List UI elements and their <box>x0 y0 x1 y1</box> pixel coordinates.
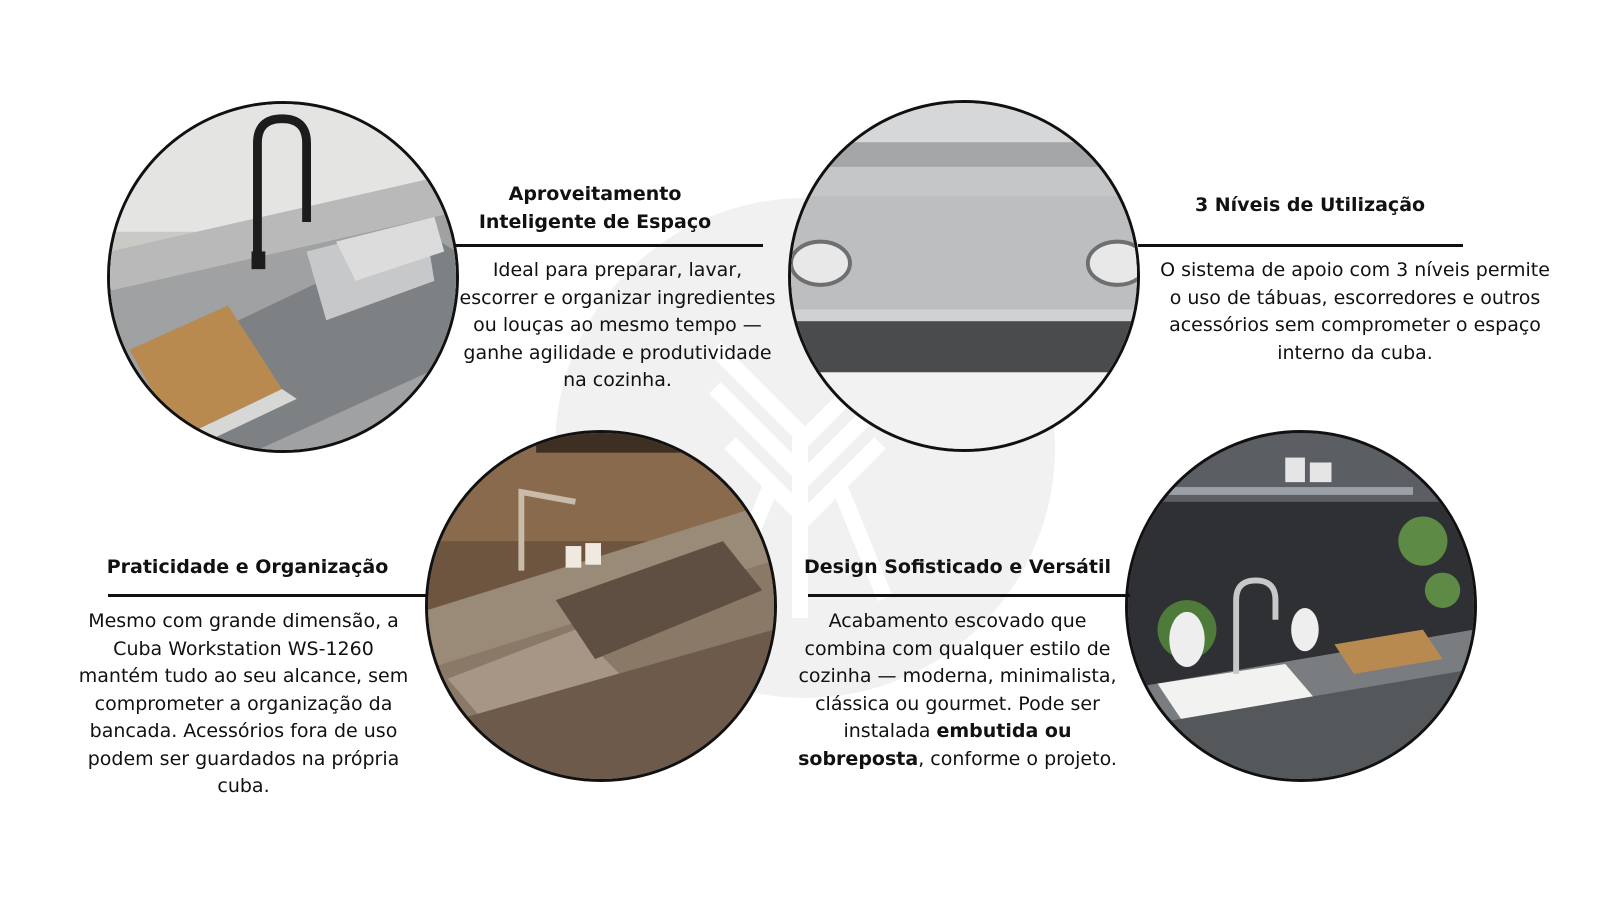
section-text-design-part2: , conforme o projeto. <box>918 747 1117 770</box>
photo-faucet-workstation <box>107 101 459 453</box>
section-text-design <box>795 608 1120 773</box>
section-text-levels: O sistema de apoio com 3 níveis permite o uso de tábuas, escorredores e outros acessórios sem comprometer o espaço interno da cuba. <box>1160 259 1550 364</box>
section-text-design-part1: Acabamento escovado que combina com qualquer estilo de cozinha — moderna, minimalista, clássica ou gourmet. Pode ser instalada <box>798 610 1117 742</box>
photo-kitchen-ambient <box>1125 430 1477 782</box>
section-text-space: Ideal para preparar, lavar, escorrer e organizar ingredientes ou louças ao mesmo tempo — ganhe agilidade e produtividade na cozinha. <box>459 259 776 391</box>
section-text-design-bold: embutida ou sobreposta <box>798 720 1072 770</box>
divider-levels <box>1138 244 1463 247</box>
section-title-organization-text: Praticidade e Organização <box>106 556 389 578</box>
divider-design <box>808 594 1130 597</box>
photo-organized-sink <box>425 430 777 782</box>
section-title-levels <box>1170 191 1450 219</box>
section-title-levels-text: 3 Níveis de Utilização <box>1194 194 1426 216</box>
section-title-design-text: Design Sofisticado e Versátil <box>804 556 1111 578</box>
divider-space <box>455 244 763 247</box>
section-title-space <box>465 180 725 236</box>
divider-organization <box>108 594 426 597</box>
section-title-space-line2: Inteligente de Espaço <box>478 211 712 233</box>
section-title-space-line1: Aproveitamento <box>508 183 682 205</box>
section-title-organization <box>90 553 405 581</box>
photo-levels-closeup <box>788 100 1140 452</box>
section-text-organization: Mesmo com grande dimensão, a Cuba Workstation WS-1260 mantém tudo ao seu alcance, sem comprometer a organização da bancada. Acessórios fora de uso podem ser guardados na própria cuba. <box>78 610 409 797</box>
section-title-design <box>800 553 1115 581</box>
